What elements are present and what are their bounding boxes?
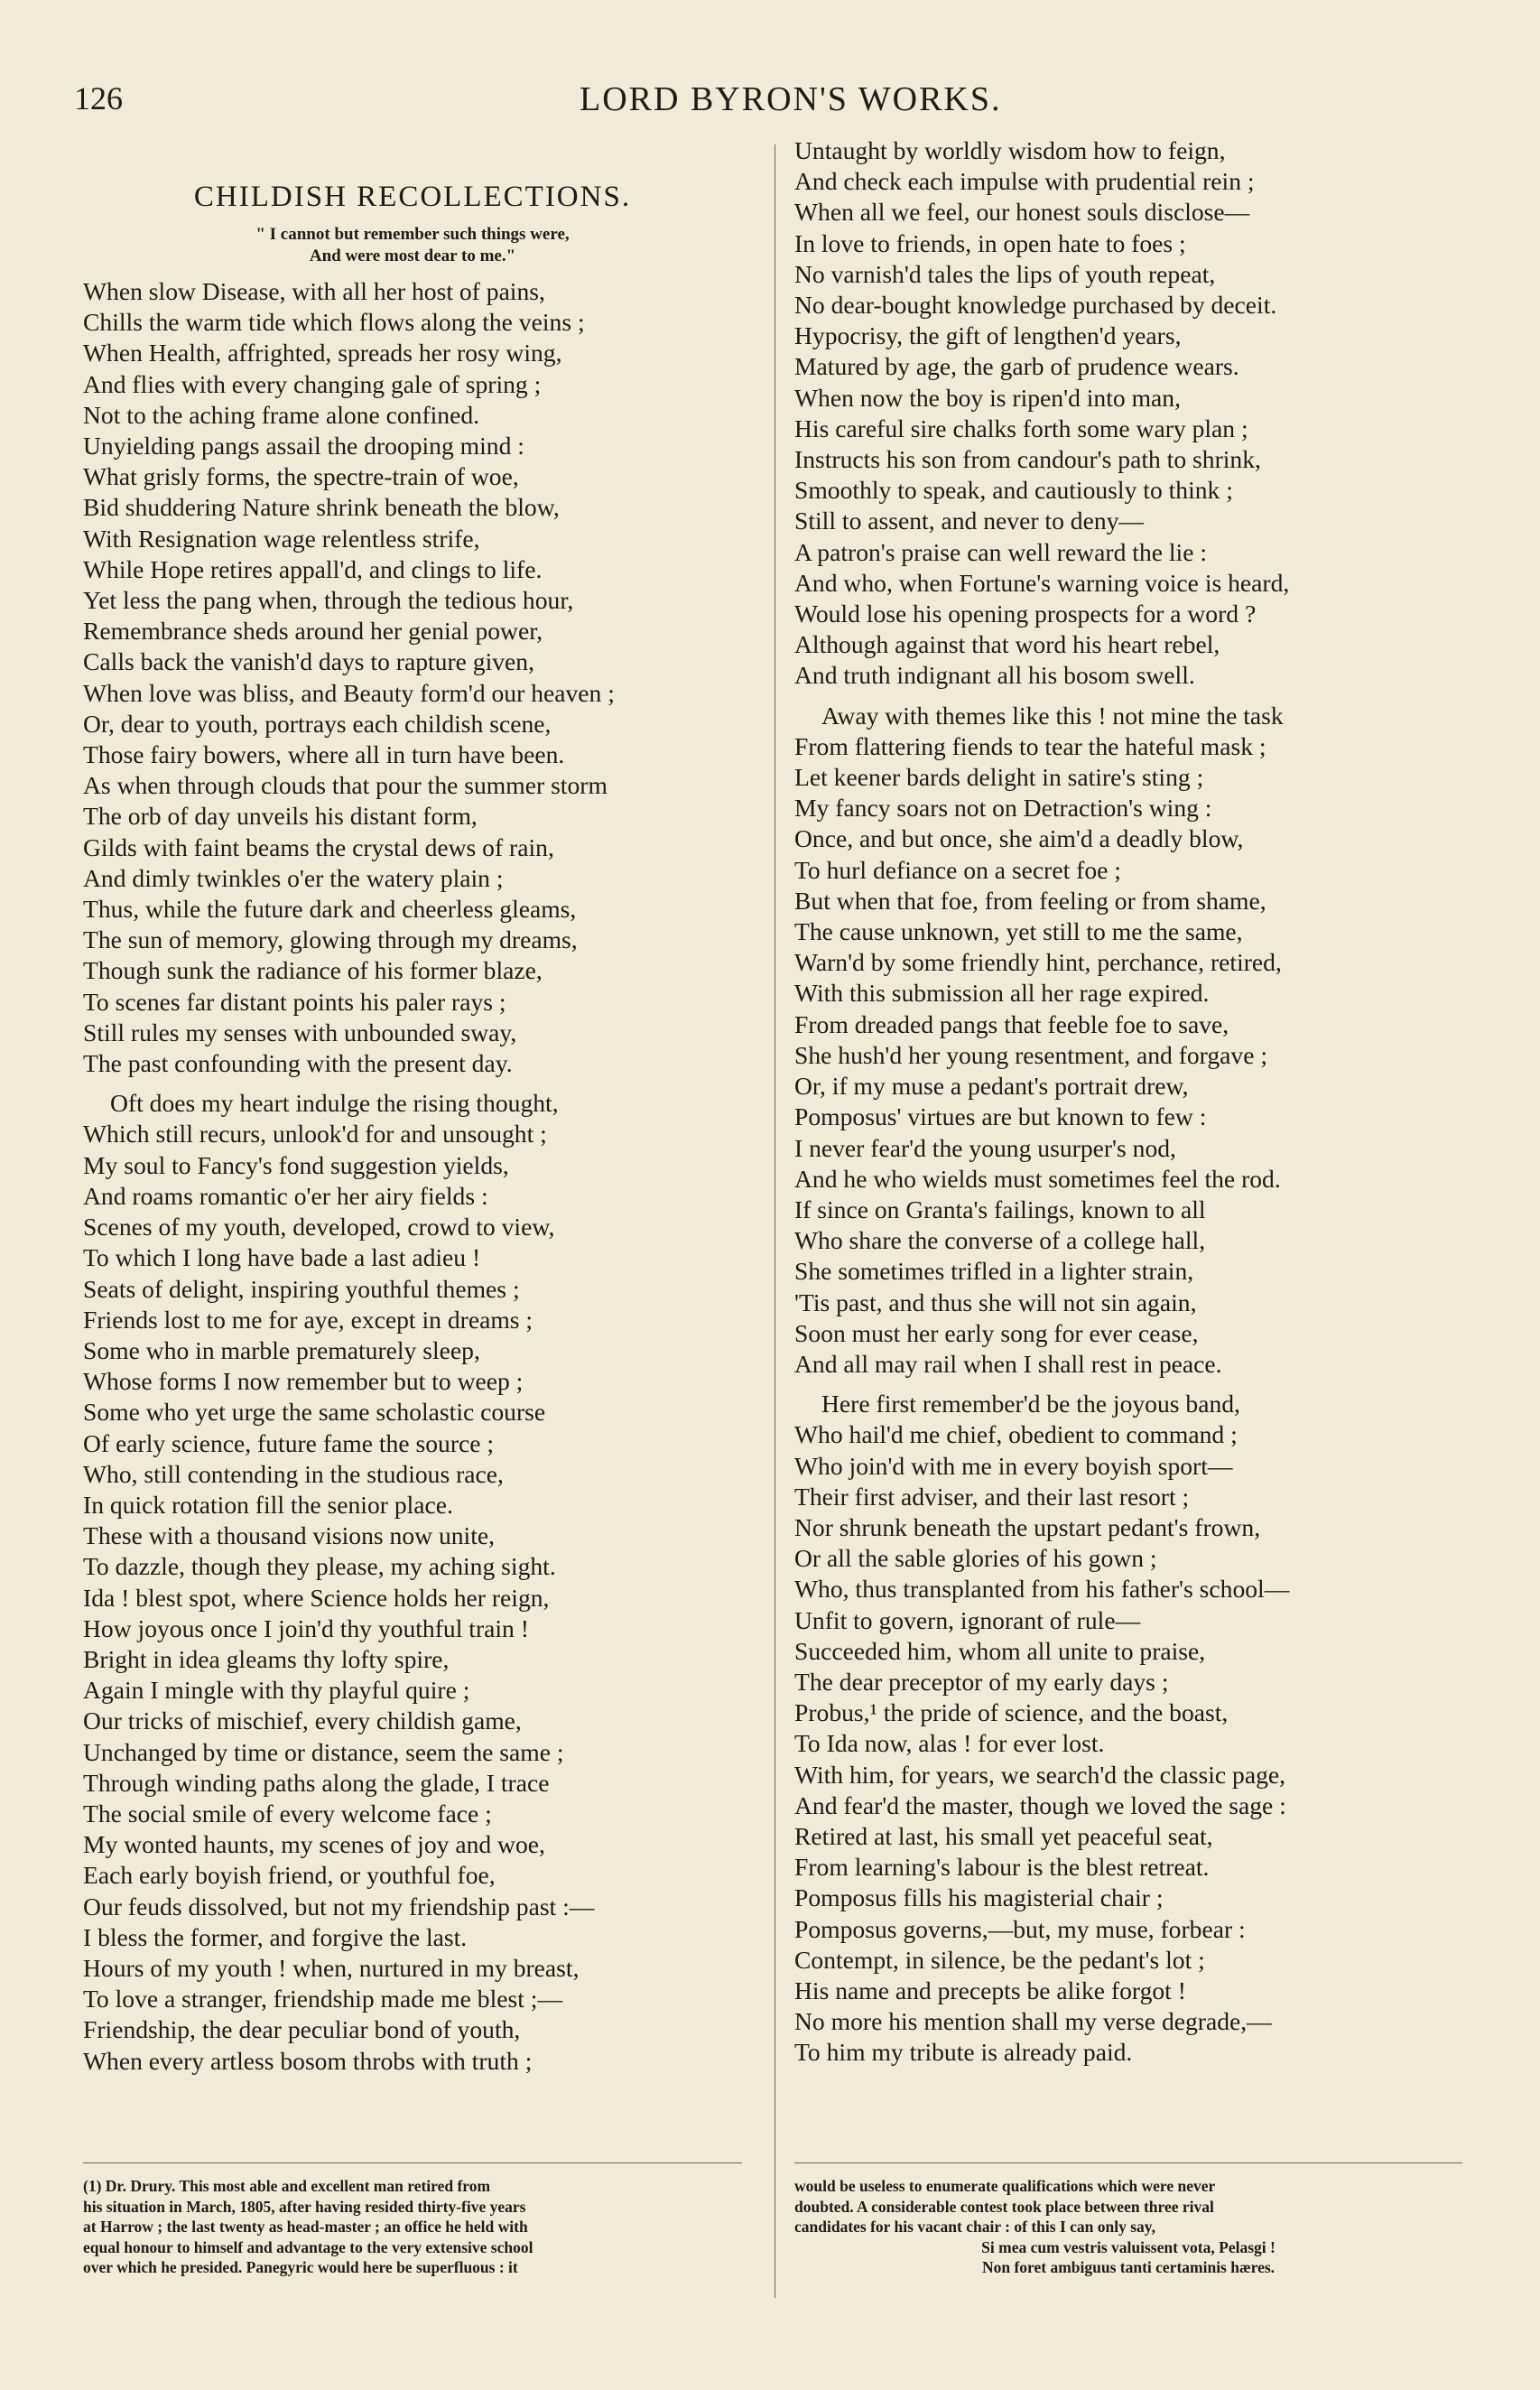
footnote-left xyxy=(83,2176,742,2278)
poem-line: In love to friends, in open hate to foes ; xyxy=(794,228,1186,257)
poem-line: Or, if my muse a pedant's portrait drew, xyxy=(794,1072,1189,1101)
poem-line: Bid shuddering Nature shrink beneath the blow, xyxy=(83,493,560,522)
footnote-line: his situation in March, 1805, after having resided thirty-five years xyxy=(83,2197,526,2216)
poem-title: CHILDISH RECOLLECTIONS. xyxy=(193,181,632,213)
poem-line: Who join'd with me in every boyish sport— xyxy=(794,1451,1233,1480)
poem-lines-right xyxy=(794,135,1462,2069)
poem-line: Who hail'd me chief, obedient to command ; xyxy=(794,1420,1238,1449)
poem-line: Pomposus fills his magisterial chair ; xyxy=(794,1883,1164,1912)
poem-line: Still rules my senses with unbounded sway, xyxy=(83,1018,517,1046)
poem-line: From dreaded pangs that feeble foe to save, xyxy=(794,1009,1229,1038)
poem-line: Hypocrisy, the gift of lengthen'd years, xyxy=(794,321,1182,350)
poem-line: And check each impulse with prudential rein ; xyxy=(794,167,1255,196)
poem-line: When love was bliss, and Beauty form'd our heaven ; xyxy=(83,678,615,707)
poem-line: The sun of memory, glowing through my dreams, xyxy=(83,925,578,954)
poem-line: And who, when Fortune's warning voice is heard, xyxy=(794,568,1290,597)
poem-line: Some who yet urge the same scholastic course xyxy=(83,1398,546,1427)
poem-line: Matured by age, the garb of prudence wears. xyxy=(794,352,1239,381)
poem-line: I bless the former, and forgive the last. xyxy=(83,1922,468,1951)
poem-line: Unfit to govern, ignorant of rule— xyxy=(794,1605,1141,1634)
poem-line: Remembrance sheds around her genial power, xyxy=(83,617,543,646)
poem-line: In quick rotation fill the senior place. xyxy=(83,1490,453,1519)
poem-line: Each early boyish friend, or youthful foe, xyxy=(83,1861,496,1890)
poem-line: The dear preceptor of my early days ; xyxy=(794,1667,1169,1696)
poem-line: Who, thus transplanted from his father's school— xyxy=(794,1575,1290,1604)
poem-line: To dazzle, though they please, my aching sight. xyxy=(83,1552,556,1581)
poem-line: Pomposus' virtues are but known to few : xyxy=(794,1102,1207,1131)
poem-line: Through winding paths along the glade, I trace xyxy=(83,1768,550,1797)
poem-line: And all may rail when I shall rest in peace. xyxy=(794,1349,1222,1378)
poem-line: To him my tribute is already paid. xyxy=(794,2038,1133,2067)
poem-line: The social smile of every welcome face ; xyxy=(83,1799,492,1827)
poem-line: Those fairy bowers, where all in turn have been. xyxy=(83,740,565,769)
footnote-right xyxy=(794,2176,1462,2278)
right-column xyxy=(794,135,1462,2069)
poem-line: Which still recurs, unlook'd for and unsought ; xyxy=(83,1120,547,1149)
poem-line: What grisly forms, the spectre-train of woe, xyxy=(83,462,519,491)
poem-line: And dimly twinkles o'er the watery plain ; xyxy=(83,863,504,892)
poem-line: When now the boy is ripen'd into man, xyxy=(794,383,1181,412)
left-column xyxy=(83,135,742,2077)
poem-line: Or all the sable glories of his gown ; xyxy=(794,1544,1157,1573)
poem-line: If since on Granta's failings, known to all xyxy=(794,1195,1206,1223)
poem-line: His name and precepts be alike forgot ! xyxy=(794,1976,1186,2004)
footnote-line: at Harrow ; the last twenty as head-master ; an office he held with xyxy=(83,2218,528,2236)
poem-line: And he who wields must sometimes feel the rod. xyxy=(794,1164,1281,1193)
footnote-rule xyxy=(83,2162,742,2163)
poem-line: My fancy soars not on Detraction's wing : xyxy=(794,794,1212,823)
poem-line: Bright in idea gleams thy lofty spire, xyxy=(83,1644,450,1673)
poem-line: My soul to Fancy's fond suggestion yields, xyxy=(83,1150,509,1179)
poem-line: No more his mention shall my verse degrade,— xyxy=(794,2007,1272,2036)
epigraph-line: " I cannot but remember such things were, xyxy=(255,225,570,244)
poem-line: Of early science, future fame the source ; xyxy=(83,1428,495,1457)
poem-line: Warn'd by some friendly hint, perchance, retired, xyxy=(794,948,1282,977)
poem-line: A patron's praise can well reward the lie : xyxy=(794,537,1208,566)
page-number: 126 xyxy=(74,80,123,116)
poem-line: Contempt, in silence, be the pedant's lot ; xyxy=(794,1945,1205,1974)
poem-line: But when that foe, from feeling or from shame, xyxy=(794,886,1266,915)
poem-line: Untaught by worldly wisdom how to feign, xyxy=(794,136,1226,164)
poem-line: The cause unknown, yet still to me the same, xyxy=(794,917,1243,946)
poem-line: Nor shrunk beneath the upstart pedant's frown, xyxy=(794,1512,1261,1541)
poem-line: And truth indignant all his bosom swell. xyxy=(794,661,1195,690)
poem-line: Chills the warm tide which flows along the veins ; xyxy=(83,308,585,337)
poem-line: Would lose his opening prospects for a word ? xyxy=(794,600,1257,628)
poem-line: Oft does my heart indulge the rising thought, xyxy=(110,1089,559,1118)
poem-line: My wonted haunts, my scenes of joy and woe, xyxy=(83,1830,545,1859)
footnote-rule xyxy=(794,2162,1462,2163)
poem-line: To hurl defiance on a secret foe ; xyxy=(794,855,1121,884)
poem-line: And fear'd the master, though we loved the sage : xyxy=(794,1790,1286,1819)
poem-line: Who share the converse of a college hall, xyxy=(794,1226,1206,1255)
poem-line: Retired at last, his small yet peaceful seat, xyxy=(794,1821,1213,1850)
footnote-line: (1) Dr. Drury. This most able and excellent man retired from xyxy=(83,2177,491,2195)
poem-line: When all we feel, our honest souls disclose— xyxy=(794,198,1250,227)
poem-line: Scenes of my youth, developed, crowd to view, xyxy=(83,1213,555,1241)
poem-line: Probus,¹ the pride of science, and the boast, xyxy=(794,1698,1229,1727)
footnote-quote-line: Si mea cum vestris valuissent vota, Pelasgi ! xyxy=(981,2237,1276,2256)
footnote-line: would be useless to enumerate qualifications which were never xyxy=(794,2177,1216,2195)
poem-line: And flies with every changing gale of spring ; xyxy=(83,369,542,398)
poem-line: Some who in marble prematurely sleep, xyxy=(83,1335,480,1364)
poem-line: To which I long have bade a last adieu ! xyxy=(83,1243,481,1272)
epigraph xyxy=(83,224,742,267)
poem-line: No varnish'd tales the lips of youth repeat, xyxy=(794,259,1216,288)
poem-line: The orb of day unveils his distant form, xyxy=(83,802,478,831)
poem-line: Friendship, the dear peculiar bond of youth, xyxy=(83,2015,521,2044)
poem-line: From learning's labour is the blest retreat. xyxy=(794,1853,1210,1882)
poem-line: These with a thousand visions now unite, xyxy=(83,1521,496,1550)
poem-line: Let keener bards delight in satire's sting ; xyxy=(794,763,1204,792)
poem-line: Or, dear to youth, portrays each childish scene, xyxy=(83,709,552,738)
poem-line: Who, still contending in the studious race, xyxy=(83,1459,504,1488)
poem-line: With this submission all her rage expired. xyxy=(794,979,1210,1008)
poem-line: Though sunk the radiance of his former blaze, xyxy=(83,956,543,985)
poem-line: She sometimes trifled in a lighter strain, xyxy=(794,1257,1194,1286)
poem-line: When slow Disease, with all her host of pains, xyxy=(83,277,545,305)
poem-line: Here first remember'd be the joyous band, xyxy=(821,1390,1240,1418)
poem-line: Smoothly to speak, and cautiously to think ; xyxy=(794,476,1233,505)
poem-line: To love a stranger, friendship made me blest ;— xyxy=(83,1985,563,2013)
poem-line: Our feuds dissolved, but not my friendship past :— xyxy=(83,1892,595,1920)
poem-line: Hours of my youth ! when, nurtured in my breast, xyxy=(83,1953,580,1982)
poem-line: When Health, affrighted, spreads her rosy wing, xyxy=(83,339,562,367)
poem-line: Not to the aching frame alone confined. xyxy=(83,400,480,429)
poem-line: With Resignation wage relentless strife, xyxy=(83,524,480,553)
poem-line: Again I mingle with thy playful quire ; xyxy=(83,1676,470,1705)
poem-line: Seats of delight, inspiring youthful themes ; xyxy=(83,1274,520,1303)
footnote-line: equal honour to himself and advantage to the very extensive school xyxy=(83,2237,533,2256)
poem-line: Friends lost to me for aye, except in dreams ; xyxy=(83,1305,533,1334)
poem-line: Yet less the pang when, through the tedious hour, xyxy=(83,586,574,615)
footnote-line: candidates for his vacant chair : of this I can only say, xyxy=(794,2218,1155,2236)
poem-line: Thus, while the future dark and cheerless gleams, xyxy=(83,895,577,924)
poem-line: Their first adviser, and their last resort ; xyxy=(794,1482,1190,1511)
poem-line: From flattering fiends to tear the hateful mask ; xyxy=(794,731,1266,760)
poem-line: She hush'd her young resentment, and forgave ; xyxy=(794,1040,1268,1069)
poem-line: His careful sire chalks forth some wary plan ; xyxy=(794,414,1248,442)
poem-line: Calls back the vanish'd days to rapture given, xyxy=(83,647,535,676)
poem-line: I never fear'd the young usurper's nod, xyxy=(794,1133,1176,1162)
poem-line: No dear-bought knowledge purchased by deceit. xyxy=(794,291,1277,320)
poem-line: Still to assent, and never to deny— xyxy=(794,507,1145,535)
poem-line: Unchanged by time or distance, seem the same ; xyxy=(83,1737,564,1766)
footnote-line: doubted. A considerable contest took place between three rival xyxy=(794,2197,1214,2216)
footnote-line: over which he presided. Panegyric would here be superfluous : it xyxy=(83,2258,518,2276)
poem-line: While Hope retires appall'd, and clings to life. xyxy=(83,554,543,583)
poem-line: Succeeded him, whom all unite to praise, xyxy=(794,1636,1206,1665)
poem-line: To scenes far distant points his paler rays ; xyxy=(83,987,506,1016)
footnote-quote-line: Non foret ambiguus tanti certaminis hæres. xyxy=(981,2258,1276,2276)
poem-line: With him, for years, we search'd the classic page, xyxy=(794,1760,1286,1789)
poem-line: Unyielding pangs assail the drooping mind : xyxy=(83,432,524,460)
poem-line: Whose forms I now remember but to weep ; xyxy=(83,1367,524,1396)
poem-line: Instructs his son from candour's path to shrink, xyxy=(794,445,1261,474)
poem-line: Although against that word his heart rebel, xyxy=(794,630,1220,659)
running-head: LORD BYRON'S WORKS. xyxy=(580,80,1002,118)
poem-line: And roams romantic o'er her airy fields : xyxy=(83,1181,488,1210)
poem-line: Soon must her early song for ever cease, xyxy=(794,1318,1199,1347)
poem-line: Once, and but once, she aim'd a deadly blow, xyxy=(794,824,1244,853)
poem-lines-left xyxy=(83,276,742,2077)
epigraph-line: And were most dear to me." xyxy=(309,246,516,265)
poem-line: When every artless bosom throbs with truth ; xyxy=(83,2046,533,2075)
poem-line: As when through clouds that pour the summer storm xyxy=(83,771,608,800)
poem-line: Gilds with faint beams the crystal dews of rain, xyxy=(83,832,554,861)
poem-line: Our tricks of mischief, every childish game, xyxy=(83,1706,522,1735)
poem-line: 'Tis past, and thus she will not sin again, xyxy=(794,1288,1197,1316)
poem-line: To Ida now, alas ! for ever lost. xyxy=(794,1729,1105,1758)
poem-line: Pomposus governs,—but, my muse, forbear : xyxy=(794,1914,1246,1943)
poem-line: The past confounding with the present day. xyxy=(83,1049,513,1078)
poem-line: How joyous once I join'd thy youthful train ! xyxy=(83,1613,529,1642)
poem-line: Away with themes like this ! not mine the task xyxy=(821,701,1284,730)
poem-line: Ida ! blest spot, where Science holds her reign, xyxy=(83,1583,550,1612)
page-header xyxy=(74,70,1482,125)
